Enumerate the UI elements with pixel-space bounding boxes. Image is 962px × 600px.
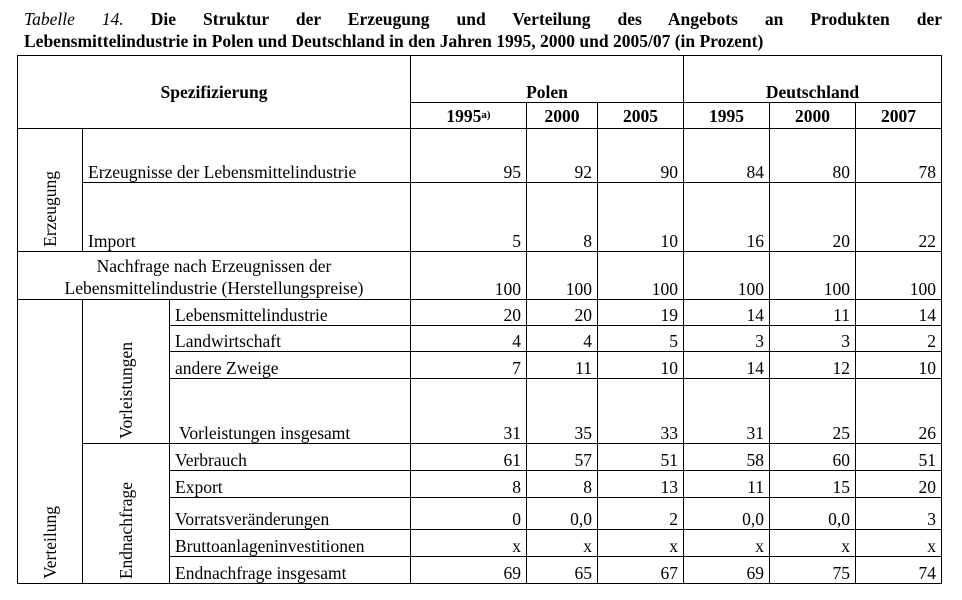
- cell-value: x: [527, 530, 598, 557]
- cell-value: 12: [770, 352, 856, 379]
- cell-value: 51: [598, 444, 684, 471]
- row-label: andere Zweige: [170, 352, 411, 379]
- cell-value: 0,0: [527, 498, 598, 530]
- cell-value: 69: [411, 557, 527, 584]
- cell-value: 80: [770, 129, 856, 183]
- cell-value: 5: [598, 326, 684, 352]
- group-label: Endnachfrage: [116, 481, 136, 579]
- cell-value: 3: [684, 326, 770, 352]
- cell-value: 2: [598, 498, 684, 530]
- header-year-pl-2005: 2005: [598, 103, 684, 129]
- cell-value: 14: [684, 300, 770, 326]
- structure-table: [17, 55, 942, 584]
- cell-value: 13: [598, 471, 684, 498]
- cell-value: 95: [411, 129, 527, 183]
- cell-value: 22: [856, 183, 942, 252]
- row-label: Landwirtschaft: [170, 326, 411, 352]
- group-label: Vorleistungen: [116, 342, 136, 439]
- cell-value: 11: [527, 352, 598, 379]
- cell-value: 14: [684, 352, 770, 379]
- table-row: [18, 444, 942, 471]
- cell-value: 2: [856, 326, 942, 352]
- row-label-line: Lebensmittelindustrie (Herstellungspreise): [64, 278, 364, 298]
- cell-value: 3: [770, 326, 856, 352]
- group-verteilung: [18, 300, 83, 584]
- cell-value: 14: [856, 300, 942, 326]
- row-label: Import: [83, 183, 411, 252]
- cell-value: 20: [527, 300, 598, 326]
- group-label: Erzeugung: [40, 171, 60, 247]
- cell-value: 0,0: [684, 498, 770, 530]
- cell-value: x: [411, 530, 527, 557]
- cell-value: 90: [598, 129, 684, 183]
- cell-value: 100: [527, 252, 598, 300]
- row-label: Vorratsveränderungen: [170, 498, 411, 530]
- cell-value: x: [856, 530, 942, 557]
- header-year-de-2007: 2007: [856, 103, 942, 129]
- group-vorleistungen: [83, 300, 170, 444]
- table-caption: [24, 8, 942, 52]
- cell-value: 10: [598, 183, 684, 252]
- group-label: Verteilung: [40, 506, 60, 579]
- cell-value: 65: [527, 557, 598, 584]
- cell-value: 10: [598, 352, 684, 379]
- group-endnachfrage: [83, 444, 170, 584]
- cell-value: 92: [527, 129, 598, 183]
- header-year-pl-1995: [411, 103, 527, 129]
- header-spezifizierung: Spezifizierung: [18, 56, 411, 129]
- cell-value: 100: [856, 252, 942, 300]
- cell-value: 58: [684, 444, 770, 471]
- header-year-de-1995: 1995: [684, 103, 770, 129]
- cell-value: 67: [598, 557, 684, 584]
- caption-label: Tabelle 14.: [24, 9, 124, 29]
- header-deutschland: Deutschland: [684, 56, 942, 103]
- cell-value: 11: [684, 471, 770, 498]
- cell-value: 20: [856, 471, 942, 498]
- cell-value: 100: [411, 252, 527, 300]
- header-polen: Polen: [411, 56, 684, 103]
- table-row: [18, 252, 942, 300]
- cell-value: 8: [411, 471, 527, 498]
- cell-value: 61: [411, 444, 527, 471]
- cell-value: 0: [411, 498, 527, 530]
- cell-value: 69: [684, 557, 770, 584]
- cell-value: 51: [856, 444, 942, 471]
- cell-value: 3: [856, 498, 942, 530]
- cell-value: 25: [770, 379, 856, 444]
- cell-value: 10: [856, 352, 942, 379]
- cell-value: 78: [856, 129, 942, 183]
- cell-value: 0,0: [770, 498, 856, 530]
- caption-title-line-2: Lebensmittelindustrie in Polen und Deutschland in den Jahren 1995, 2000 und 2005/07 (in Prozent): [24, 31, 764, 51]
- year-label: 1995: [446, 106, 482, 126]
- cell-value: 8: [527, 471, 598, 498]
- row-label: Bruttoanlageninvestitionen: [170, 530, 411, 557]
- cell-value: 8: [527, 183, 598, 252]
- cell-value: 7: [411, 352, 527, 379]
- caption-title-line-1: Die Struktur der Erzeugung und Verteilung des Angebots an Produkten der: [150, 9, 943, 29]
- cell-value: 35: [527, 379, 598, 444]
- cell-value: 75: [770, 557, 856, 584]
- cell-value: x: [598, 530, 684, 557]
- header-year-de-2000: 2000: [770, 103, 856, 129]
- cell-value: 20: [411, 300, 527, 326]
- caption-line-1: [24, 8, 942, 30]
- cell-value: 57: [527, 444, 598, 471]
- table-row: [18, 129, 942, 183]
- row-label: Lebensmittelindustrie: [170, 300, 411, 326]
- cell-value: 4: [527, 326, 598, 352]
- cell-value: 16: [684, 183, 770, 252]
- cell-value: 84: [684, 129, 770, 183]
- table-row: [18, 300, 942, 326]
- group-erzeugung: [18, 129, 83, 252]
- cell-value: 31: [684, 379, 770, 444]
- row-label: Endnachfrage insgesamt: [170, 557, 411, 584]
- cell-value: 100: [770, 252, 856, 300]
- cell-value: 100: [598, 252, 684, 300]
- row-label: Export: [170, 471, 411, 498]
- cell-value: 11: [770, 300, 856, 326]
- cell-value: 31: [411, 379, 527, 444]
- cell-value: 4: [411, 326, 527, 352]
- cell-value: 19: [598, 300, 684, 326]
- cell-value: 26: [856, 379, 942, 444]
- row-label-line: Nachfrage nach Erzeugnissen der: [96, 256, 332, 276]
- row-label: Erzeugnisse der Lebensmittelindustrie: [83, 129, 411, 183]
- row-label: Verbrauch: [170, 444, 411, 471]
- cell-value: x: [770, 530, 856, 557]
- row-label-nachfrage: [18, 252, 411, 300]
- row-label: Vorleistungen insgesamt: [170, 379, 411, 444]
- cell-value: 33: [598, 379, 684, 444]
- header-year-pl-2000: 2000: [527, 103, 598, 129]
- cell-value: 100: [684, 252, 770, 300]
- cell-value: x: [684, 530, 770, 557]
- footnote-marker: a): [481, 109, 491, 121]
- cell-value: 74: [856, 557, 942, 584]
- cell-value: 15: [770, 471, 856, 498]
- cell-value: 5: [411, 183, 527, 252]
- cell-value: 60: [770, 444, 856, 471]
- table-row: [18, 183, 942, 252]
- cell-value: 20: [770, 183, 856, 252]
